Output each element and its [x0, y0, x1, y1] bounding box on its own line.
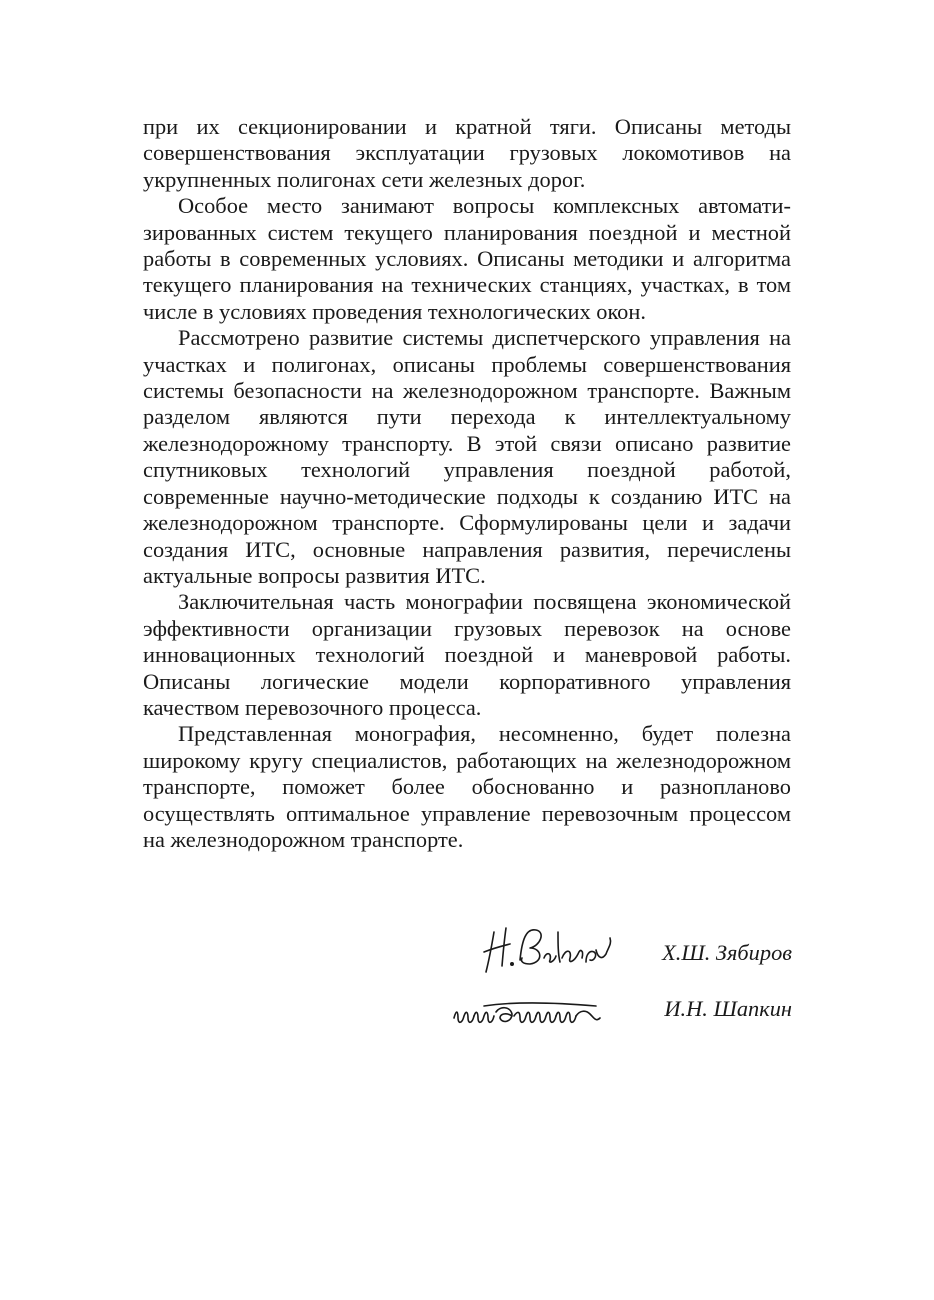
signature-name: Х.Ш. Зябиров [662, 940, 792, 965]
paragraph: Заключительная часть монографии посвящена экономической эффективности организации грузовых перевозок на основе инновационных технологий поездной и маневровой работы. Описаны логические модели корпоративного управления качеством перевозочного процесса. [143, 589, 791, 720]
paragraph: при их секционировании и кратной тяги. Описаны методы совершенствования эксплуатации грузовых локомотивов на укрупненных полигонах сети железных дорог. [143, 114, 791, 192]
paragraph: Особое место занимают вопросы комплексных автоматизированных систем текущего планирования поездной и местной работы в современных условиях. Описаны методики и алгоритма текущего планирования на технических станциях, участках, в том числе в условиях проведения технологических окон. [143, 193, 791, 324]
paragraph: Представленная монография, несомненно, будет полезна широкому кругу специалистов, работающих на железнодорожном транспорте, поможет более обоснованно и разнопланово осуществлять оптимальное управление перевозочным процессом на железнодорожном транспорте. [143, 721, 791, 852]
signature-block-shapkin [440, 988, 792, 1048]
paragraph: Рассмотрено развитие системы диспетчерского управления на участках и полигонах, описаны проблемы совершенствования системы безопасности на железнодорожном транспорте. Важным разделом являются пути перехода к интеллектуальному железнодорожному транспорту. В этой связи описано развитие спутниковых технологий управления поездной работой, современные научно-методические подходы к созданию ИТС на железнодорожном транспорте. Сформулированы цели и задачи создания ИТС, основные направления развития, перечислены актуальные вопросы развития ИТС. [143, 325, 791, 588]
body-text [143, 114, 791, 853]
signature-name: И.Н. Шапкин [664, 996, 792, 1021]
handwritten-signature-zyabirov [440, 918, 620, 978]
handwritten-signature-shapkin [440, 988, 620, 1038]
signature-block-zyabirov [440, 918, 792, 978]
